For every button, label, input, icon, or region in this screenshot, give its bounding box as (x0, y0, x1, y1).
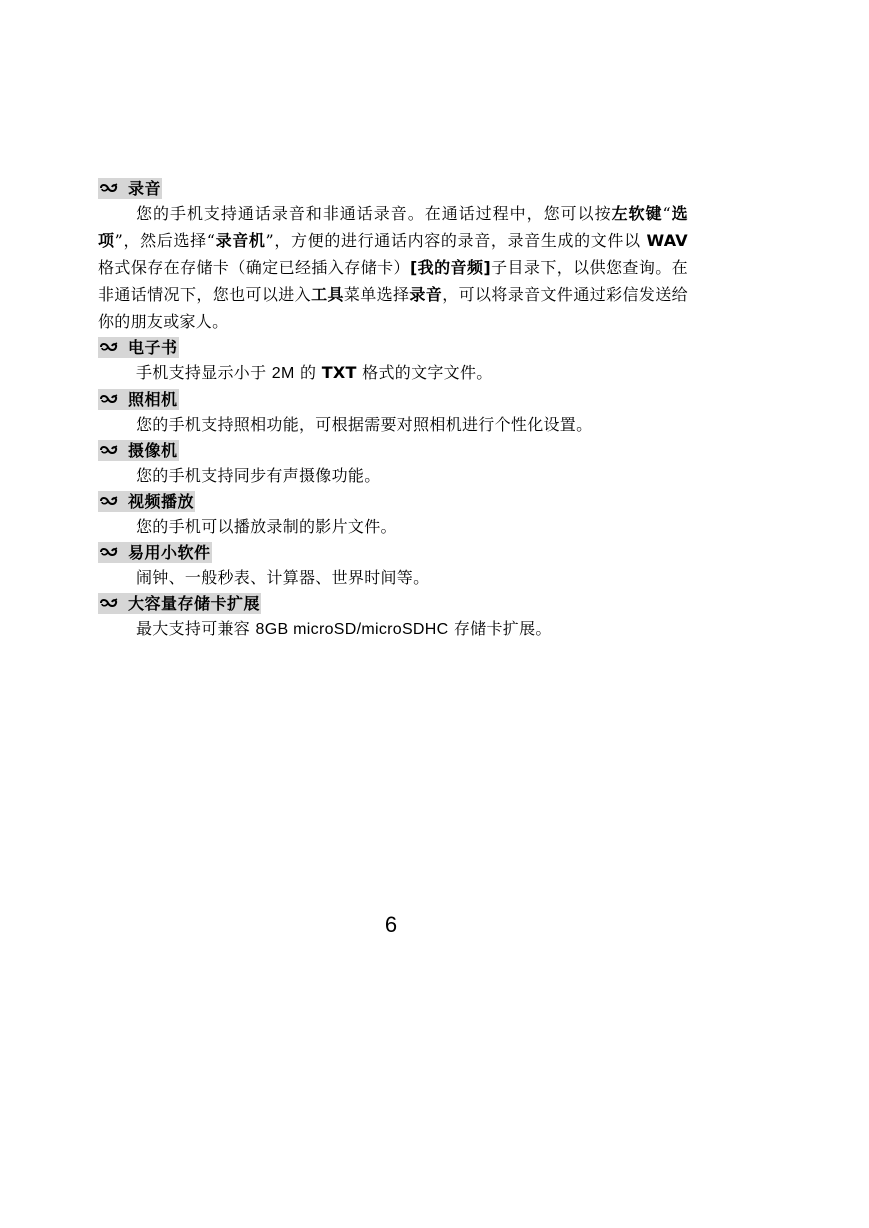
section-storage-expansion (98, 591, 688, 643)
section-paragraph: 您的手机支持照相功能，可根据需要对照相机进行个性化设置。 (136, 415, 593, 434)
section-paragraph (98, 200, 688, 335)
section-video-playback (98, 489, 688, 540)
text-run: ”，方便的进行通话内容的录音，录音生成的文件以 (265, 231, 647, 250)
section-heading (98, 335, 688, 359)
section-title: 照相机 (128, 389, 178, 409)
bold-text-run: TXT (321, 363, 357, 382)
text-run: “ (662, 204, 671, 223)
page-number: 6 (384, 912, 398, 937)
section-heading (98, 591, 688, 615)
text-run: 子目录下，以供您查询。在非通话情况下，您也可以进入 (98, 258, 688, 304)
section-paragraph: 您的手机支持同步有声摄像功能。 (136, 466, 381, 485)
text-run: 菜单选择 (343, 285, 410, 304)
ornament-bullet-icon (99, 545, 119, 559)
ornament-bullet-icon (99, 443, 119, 457)
ornament-bullet-icon (99, 340, 119, 354)
section-paragraph: 您的手机可以播放录制的影片文件。 (136, 517, 397, 536)
text-run: ，可以将录音文件通过彩信发送给你的朋友或家人。 (98, 285, 688, 331)
text-run: 格式的文字文件。 (356, 363, 493, 382)
section-title: 电子书 (128, 337, 178, 357)
heading-highlight (98, 593, 261, 614)
section-ebook (98, 335, 688, 387)
section-heading (98, 176, 688, 200)
heading-highlight (98, 491, 195, 512)
section-paragraph (136, 615, 688, 643)
heading-highlight (98, 389, 179, 410)
section-video-camera (98, 438, 688, 489)
bold-text-run: 选项 (98, 204, 688, 250)
section-camera (98, 387, 688, 438)
text-run: 格式保存在存储卡（确定已经插入存储卡） (98, 258, 410, 277)
section-title: 易用小软件 (128, 542, 211, 562)
text-run: 最大支持可兼容 (136, 619, 256, 638)
heading-highlight (98, 542, 212, 563)
text-run: 的 (294, 363, 322, 382)
section-recording (98, 176, 688, 335)
bold-text-run: 左软键 (611, 204, 663, 223)
ornament-bullet-icon (99, 596, 119, 610)
ornament-bullet-icon (99, 181, 119, 195)
section-paragraph: 闹钟、一般秒表、计算器、世界时间等。 (136, 568, 430, 587)
section-title: 视频播放 (128, 491, 195, 511)
ornament-bullet-icon (99, 494, 119, 508)
section-title: 录音 (128, 178, 162, 198)
bold-text-run: 工具 (311, 285, 344, 304)
bold-text-run: 录音 (409, 285, 443, 304)
section-utilities (98, 540, 688, 591)
bold-text-run: 录音机 (215, 231, 266, 250)
text-run: 存储卡扩展。 (448, 619, 552, 638)
text-run: 2M (271, 365, 295, 382)
section-heading (98, 540, 688, 564)
page-content (98, 176, 688, 643)
section-heading (98, 489, 688, 513)
section-heading (98, 438, 688, 462)
bold-text-run: WAV (646, 231, 688, 250)
text-run: 手机支持显示小于 (136, 363, 272, 382)
section-title: 大容量存储卡扩展 (128, 593, 261, 613)
section-paragraph (136, 359, 688, 387)
text-run: 8GB microSD/microSDHC (255, 621, 449, 638)
text-run: ”，然后选择“ (114, 231, 216, 250)
heading-highlight (98, 440, 179, 461)
text-run: 您的手机支持通话录音和非通话录音。在通话过程中，您可以按 (136, 204, 612, 223)
section-title: 摄像机 (128, 440, 178, 460)
heading-highlight (98, 337, 179, 358)
ornament-bullet-icon (99, 392, 119, 406)
section-heading (98, 387, 688, 411)
heading-highlight (98, 178, 162, 199)
bold-text-run: [我的音频] (409, 258, 491, 277)
